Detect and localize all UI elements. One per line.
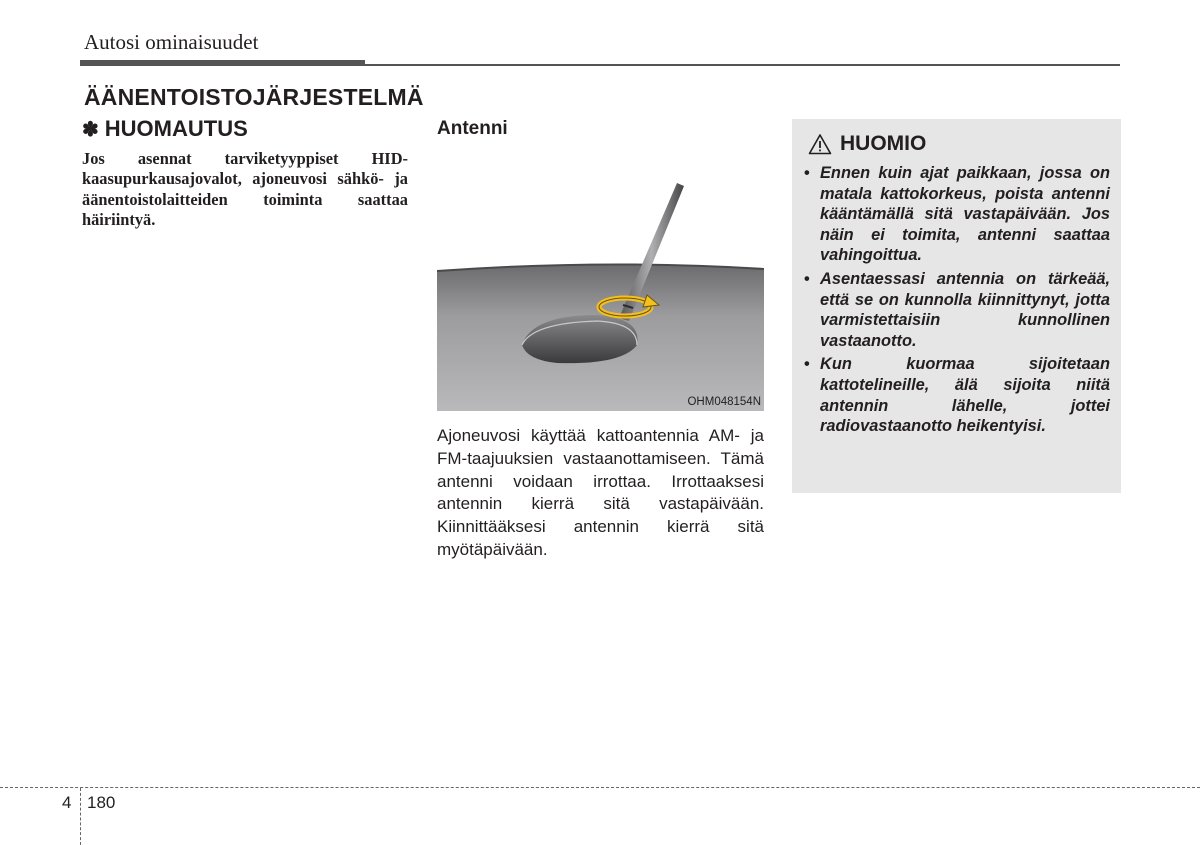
caution-heading [808,132,926,156]
antenna-heading: Antenni [437,118,508,139]
roof-antenna-illustration [437,155,764,411]
footer-rule [0,787,1200,788]
note-heading-label: HUOMAUTUS [104,116,248,141]
antenna-body: Ajoneuvosi käyttää kattoantennia AM- ja FM-taajuuksien vastaanottamiseen. Tämä antenni voidaan irrottaa. Irrottaaksesi antennin kierrä sitä vastapäivään. Kiinnittääksesi antennin kierrä sitä myötäpäivään. [437,426,764,559]
note-body: Jos asennat tarviketyyppiset HID-kaasupurkausajovalot, ajoneuvosi sähkö- ja äänentoistolaitteiden toiminta saattaa häiriintyä. [82,149,408,230]
caution-item [803,354,1110,436]
header-rule-thin [365,64,1120,66]
note-heading [82,116,248,142]
footer-divider [80,788,81,845]
caution-box [792,119,1121,493]
bullet: • [804,164,810,182]
header-rule-thick [80,60,365,66]
caution-list [803,163,1110,440]
section-title: ÄÄNENTOISTOJÄRJESTELMÄ [84,84,424,110]
bullet: • [804,269,810,288]
caution-heading-label: HUOMIO [840,132,927,155]
antenna-figure [437,155,764,411]
caution-item-text: Asentaessasi antennia on tärkeää, että se on kunnolla kiinnittynyt, jotta varmistettaisiin kunnollinen vastaanotto. [820,269,1110,350]
figure-code: OHM048154N [687,396,761,408]
page-number: 180 [87,793,116,812]
caution-item [803,163,1110,266]
chapter-number: 4 [62,793,72,812]
caution-item-text: Kun kuormaa sijoitetaan kattotelineille, älä sijoita niitä antennin lähelle, jottei radiovastaanotto heikentyisi. [820,355,1110,436]
running-head: Autosi ominaisuudet [84,30,259,54]
warning-triangle-icon [808,133,832,155]
caution-item-text: Ennen kuin ajat paikkaan, jossa on matala kattokorkeus, poista antenni kääntämällä sitä vastapäivään. Jos näin ei toimita, antenni saattaa vahingoittua. [820,164,1110,265]
bullet: • [804,355,810,374]
note-star-icon: ✽ [82,118,99,141]
caution-item [803,269,1110,351]
